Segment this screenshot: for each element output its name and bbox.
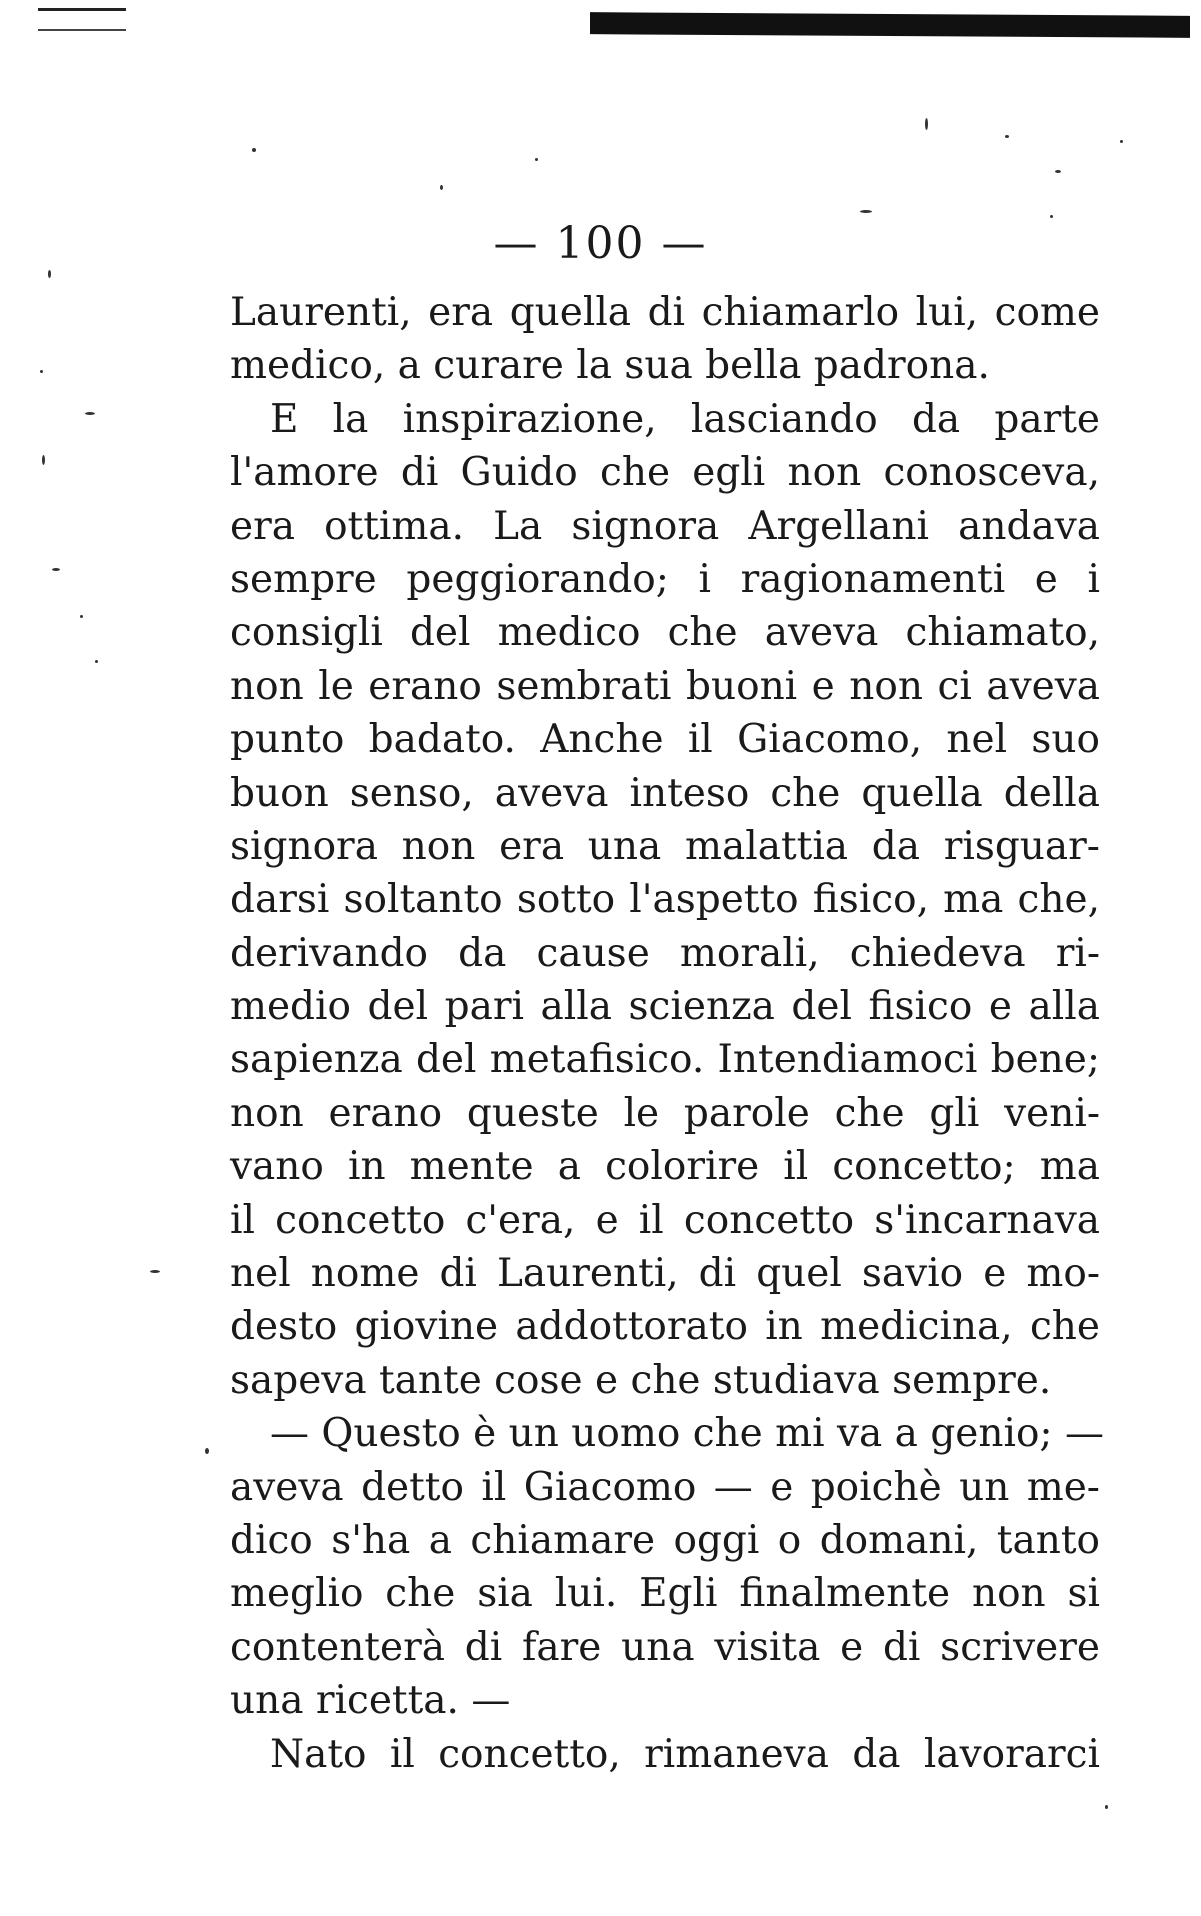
scan-speck bbox=[860, 210, 872, 213]
scan-edge-bar bbox=[590, 12, 1190, 38]
text-line: signora non era una malattia da risguar- bbox=[230, 823, 1100, 869]
scan-speck bbox=[48, 270, 51, 278]
scan-speck bbox=[80, 615, 83, 618]
scan-speck bbox=[925, 118, 928, 130]
text-line: il concetto c'era, e il concetto s'incarnava bbox=[230, 1197, 1100, 1243]
scan-speck bbox=[1120, 140, 1123, 143]
page-number: — 100 — bbox=[493, 218, 708, 269]
scan-speck bbox=[1005, 135, 1009, 138]
scan-edge-mark bbox=[38, 8, 126, 31]
text-line: sapienza del metafisico. Intendiamoci bene; bbox=[230, 1037, 1100, 1083]
text-line: — Questo è un uomo che mi va a genio; — bbox=[270, 1411, 1104, 1457]
text-line: medico, a curare la sua bella padrona. bbox=[230, 343, 990, 389]
body-text bbox=[230, 286, 1104, 1781]
text-line: sempre peggiorando; i ragionamenti e i bbox=[230, 556, 1100, 602]
scan-speck bbox=[440, 185, 443, 190]
text-line: non erano queste le parole che gli veni- bbox=[230, 1090, 1100, 1136]
scan-speck bbox=[85, 412, 95, 415]
scan-speck bbox=[535, 158, 538, 161]
text-line: E la inspirazione, lasciando da parte bbox=[270, 396, 1100, 442]
scan-speck bbox=[52, 568, 60, 571]
scan-speck bbox=[42, 455, 45, 465]
scan-speck bbox=[40, 370, 43, 373]
text-line: una ricetta. — bbox=[230, 1678, 511, 1724]
text-line: Nato il concetto, rimaneva da lavorarci bbox=[270, 1731, 1100, 1777]
text-line: Laurenti, era quella di chiamarlo lui, come bbox=[230, 290, 1100, 335]
text-line: vano in mente a colorire il concetto; ma bbox=[230, 1144, 1100, 1190]
text-line: consigli del medico che aveva chiamato, bbox=[230, 610, 1100, 656]
scan-speck bbox=[252, 148, 256, 152]
scan-speck bbox=[1055, 170, 1061, 173]
text-line: medio del pari alla scienza del fisico e alla bbox=[230, 984, 1100, 1030]
text-line: darsi soltanto sotto l'aspetto fisico, ma che, bbox=[230, 877, 1100, 923]
text-line: l'amore di Guido che egli non conosceva, bbox=[230, 450, 1100, 496]
text-line: desto giovine addottorato in medicina, che bbox=[230, 1304, 1100, 1350]
text-line: punto badato. Anche il Giacomo, nel suo bbox=[230, 717, 1100, 763]
scan-speck bbox=[150, 1270, 160, 1273]
text-line: contenterà di fare una visita e di scrivere bbox=[230, 1624, 1100, 1670]
text-line: dico s'ha a chiamare oggi o domani, tanto bbox=[230, 1517, 1100, 1563]
text-line: nel nome di Laurenti, di quel savio e mo- bbox=[230, 1251, 1100, 1297]
text-line: aveva detto il Giacomo — e poichè un me- bbox=[230, 1464, 1100, 1510]
scan-speck bbox=[95, 660, 98, 663]
text-line: sapeva tante cose e che studiava sempre. bbox=[230, 1357, 1052, 1403]
text-line: buon senso, aveva inteso che quella della bbox=[230, 770, 1100, 816]
text-line: non le erano sembrati buoni e non ci aveva bbox=[230, 663, 1100, 709]
scan-speck bbox=[1105, 1805, 1108, 1809]
text-line: derivando da cause morali, chiedeva ri- bbox=[230, 930, 1100, 976]
text-line: meglio che sia lui. Egli finalmente non si bbox=[230, 1571, 1100, 1617]
scan-speck bbox=[205, 1448, 209, 1454]
text-line: era ottima. La signora Argellani andava bbox=[230, 503, 1100, 549]
